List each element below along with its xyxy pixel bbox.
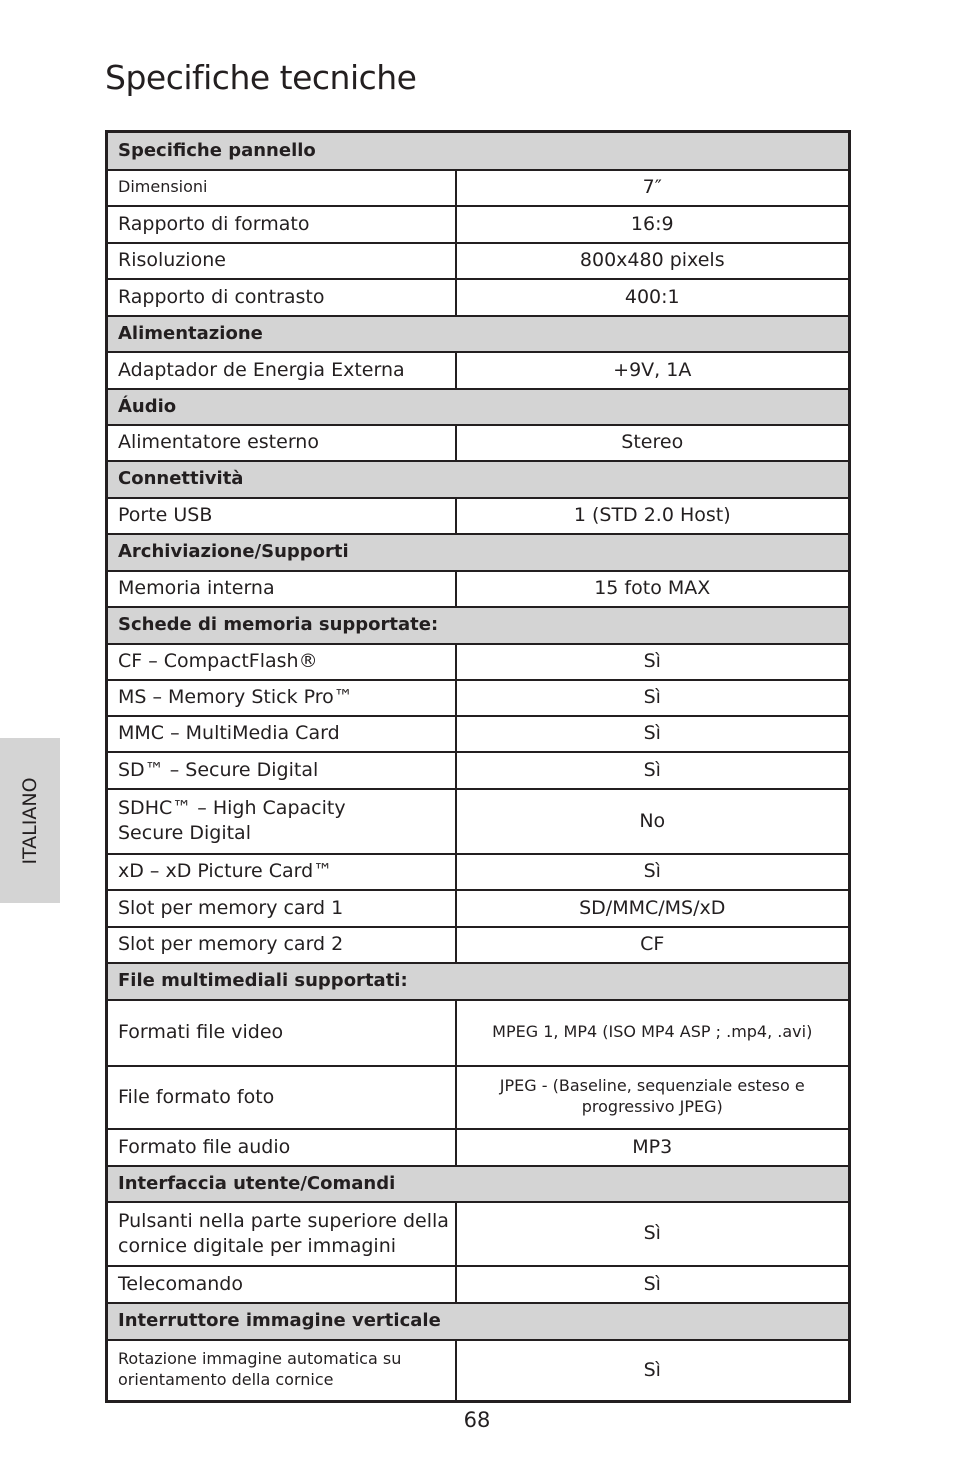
language-side-tab bbox=[0, 738, 60, 903]
table-row bbox=[107, 854, 850, 890]
spec-value: Sì bbox=[456, 752, 850, 789]
spec-value: No bbox=[456, 789, 850, 854]
table-row bbox=[107, 1340, 850, 1402]
spec-value: MP3 bbox=[456, 1129, 850, 1166]
spec-label: Dimensioni bbox=[107, 170, 456, 206]
spec-label: SDHC™ – High Capacity Secure Digital bbox=[107, 789, 456, 854]
table-row bbox=[107, 498, 850, 534]
table-row bbox=[107, 1202, 850, 1266]
spec-label: Rapporto di contrasto bbox=[107, 279, 456, 316]
spec-label: Slot per memory card 1 bbox=[107, 890, 456, 927]
spec-label: Formati file video bbox=[107, 1000, 456, 1066]
spec-value: CF bbox=[456, 927, 850, 963]
spec-label: SD™ – Secure Digital bbox=[107, 752, 456, 789]
table-row bbox=[107, 279, 850, 316]
spec-value: Sì bbox=[456, 1340, 850, 1402]
spec-label: MMC – MultiMedia Card bbox=[107, 716, 456, 752]
spec-label: Slot per memory card 2 bbox=[107, 927, 456, 963]
section-header-row bbox=[107, 534, 850, 571]
spec-value: Sì bbox=[456, 644, 850, 680]
table-row bbox=[107, 1266, 850, 1303]
table-row bbox=[107, 571, 850, 607]
side-tab-label: ITALIANO bbox=[19, 776, 41, 865]
spec-label: Memoria interna bbox=[107, 571, 456, 607]
section-title: Archiviazione/Supporti bbox=[107, 534, 850, 571]
section-header-row bbox=[107, 1166, 850, 1202]
section-header-row bbox=[107, 607, 850, 644]
table-row bbox=[107, 890, 850, 927]
section-title: Interfaccia utente/Comandi bbox=[107, 1166, 850, 1202]
spec-value: 15 foto MAX bbox=[456, 571, 850, 607]
table-row bbox=[107, 206, 850, 243]
spec-label: Telecomando bbox=[107, 1266, 456, 1303]
section-header-row bbox=[107, 389, 850, 425]
spec-value: 1 (STD 2.0 Host) bbox=[456, 498, 850, 534]
table-row bbox=[107, 680, 850, 716]
section-header-row bbox=[107, 461, 850, 498]
table-row bbox=[107, 170, 850, 206]
section-title: Specifiche pannello bbox=[107, 132, 850, 170]
spec-label: Pulsanti nella parte superiore della cornice digitale per immagini bbox=[107, 1202, 456, 1266]
section-title: Schede di memoria supportate: bbox=[107, 607, 850, 644]
table-row bbox=[107, 1066, 850, 1129]
table-row bbox=[107, 352, 850, 389]
section-header-row bbox=[107, 132, 850, 170]
spec-label: Formato file audio bbox=[107, 1129, 456, 1166]
spec-label: Risoluzione bbox=[107, 243, 456, 279]
spec-label: File formato foto bbox=[107, 1066, 456, 1129]
section-title: Alimentazione bbox=[107, 316, 850, 352]
spec-value: 800x480 pixels bbox=[456, 243, 850, 279]
spec-value: +9V, 1A bbox=[456, 352, 850, 389]
spec-value: SD/MMC/MS/xD bbox=[456, 890, 850, 927]
spec-label: Porte USB bbox=[107, 498, 456, 534]
table-row bbox=[107, 243, 850, 279]
section-title: Áudio bbox=[107, 389, 850, 425]
section-title: Connettività bbox=[107, 461, 850, 498]
section-title: File multimediali supportati: bbox=[107, 963, 850, 1000]
spec-value: Sì bbox=[456, 854, 850, 890]
section-title: Interruttore immagine verticale bbox=[107, 1303, 850, 1340]
spec-label: CF – CompactFlash® bbox=[107, 644, 456, 680]
section-header-row bbox=[107, 316, 850, 352]
table-row bbox=[107, 789, 850, 854]
spec-table bbox=[105, 130, 851, 1403]
spec-value: MPEG 1, MP4 (ISO MP4 ASP ; .mp4, .avi) bbox=[456, 1000, 850, 1066]
spec-label: Adaptador de Energia Externa bbox=[107, 352, 456, 389]
spec-value: Sì bbox=[456, 1266, 850, 1303]
spec-label: MS – Memory Stick Pro™ bbox=[107, 680, 456, 716]
spec-value: Sì bbox=[456, 716, 850, 752]
spec-value: Stereo bbox=[456, 425, 850, 461]
spec-value: JPEG - (Baseline, sequenziale esteso e progressivo JPEG) bbox=[456, 1066, 850, 1129]
page-title: Specifiche tecniche bbox=[105, 58, 417, 97]
spec-label: Alimentatore esterno bbox=[107, 425, 456, 461]
table-row bbox=[107, 927, 850, 963]
spec-label: Rotazione immagine automatica su orientamento della cornice bbox=[107, 1340, 456, 1402]
section-header-row bbox=[107, 1303, 850, 1340]
spec-label: xD – xD Picture Card™ bbox=[107, 854, 456, 890]
table-row bbox=[107, 644, 850, 680]
table-row bbox=[107, 425, 850, 461]
spec-value: 16:9 bbox=[456, 206, 850, 243]
table-row bbox=[107, 716, 850, 752]
spec-value: 7″ bbox=[456, 170, 850, 206]
spec-value: Sì bbox=[456, 680, 850, 716]
spec-value: 400:1 bbox=[456, 279, 850, 316]
table-row bbox=[107, 1000, 850, 1066]
table-row bbox=[107, 1129, 850, 1166]
page-number: 68 bbox=[463, 1408, 491, 1432]
spec-value: Sì bbox=[456, 1202, 850, 1266]
table-row bbox=[107, 752, 850, 789]
section-header-row bbox=[107, 963, 850, 1000]
spec-label: Rapporto di formato bbox=[107, 206, 456, 243]
